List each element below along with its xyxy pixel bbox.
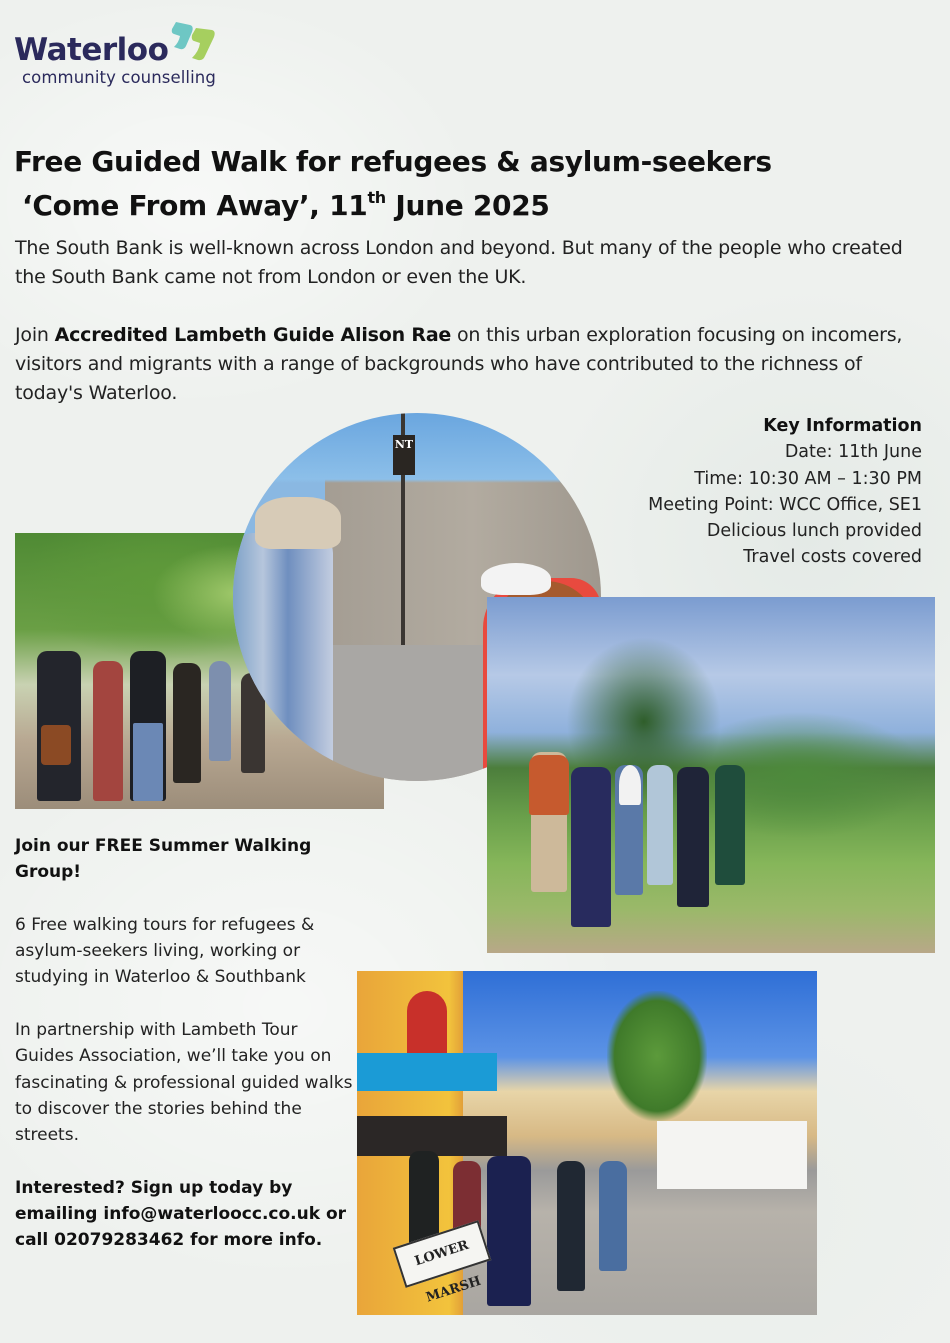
intro-text-prefix: Join (15, 324, 55, 346)
contact-email-link[interactable]: info@waterloocc.co.uk (103, 1204, 321, 1225)
speech-quote-icon (170, 20, 220, 62)
lower-marsh-street-sign: LOWER MARSH (393, 1220, 492, 1288)
title-line-2 (14, 184, 772, 228)
cta-text: Interested? Sign up today by emailing (15, 1177, 293, 1225)
key-info-time: Time: 10:30 AM – 1:30 PM (694, 468, 922, 489)
photo-group-lower-marsh (357, 971, 817, 1315)
photo-person-jeans (133, 723, 163, 801)
nt-sign: NT (393, 435, 415, 475)
key-info-lunch: Delicious lunch provided (706, 521, 922, 542)
photo-bag (41, 725, 71, 765)
photo-person (93, 661, 123, 801)
guide-name: Accredited Lambeth Guide Alison Rae (54, 324, 452, 346)
call-to-action (15, 1175, 355, 1254)
title-event-name: ‘Come From Away’, 11 (22, 189, 368, 222)
walking-group-section (15, 833, 355, 1280)
photo-person (715, 765, 745, 885)
photo-market-stalls (357, 1116, 507, 1156)
photo-person (599, 1161, 627, 1271)
photo-person-hijab (619, 765, 641, 805)
key-info-meeting-point: Meeting Point: WCC Office, SE1 (648, 494, 922, 515)
photo-person (173, 663, 201, 783)
cta-text: for more info. (184, 1230, 323, 1251)
photo-person (487, 1156, 531, 1306)
page-title (14, 140, 772, 228)
key-info-date: Date: 11th June (784, 442, 922, 463)
key-information-heading: Key Information (763, 416, 922, 436)
photo-person (557, 1161, 585, 1291)
intro-paragraph-2 (15, 321, 930, 408)
key-info-travel: Travel costs covered (743, 547, 922, 568)
title-ordinal-suffix: th (367, 188, 386, 207)
photo-person (647, 765, 673, 885)
cta-text: or call (15, 1204, 347, 1251)
photo-person (209, 661, 231, 761)
photo-person (571, 767, 611, 927)
logo-wordmark: Waterloo (14, 32, 169, 68)
photo-tree (607, 991, 707, 1121)
walking-group-heading: Join our FREE Summer Walking Group! (15, 836, 312, 883)
photo-person-orange-top (529, 755, 569, 815)
intro-text-suffix: on this urban exploration focusing on incomers, visitors and migrants with a range of backgrounds who have contributed to the richness of today's Waterloo. (15, 324, 903, 404)
walking-group-paragraph-2: In partnership with Lambeth Tour Guides Association, we’ll take you on fascinating & professional guided walks to discover the stories behind the streets. (15, 1020, 353, 1146)
organization-logo (14, 20, 234, 92)
logo-subtitle: community counselling (22, 68, 216, 87)
photo-person-guide (677, 767, 709, 907)
photo-white-cap (481, 563, 551, 595)
title-event-date: June 2025 (385, 189, 550, 222)
walking-group-paragraph-1: 6 Free walking tours for refugees & asylum-seekers living, working or studying in Waterloo & Southbank (15, 914, 315, 988)
contact-phone-link[interactable]: 02079283462 (54, 1230, 185, 1251)
photo-hat (255, 497, 341, 549)
key-information (648, 413, 922, 571)
photo-man-striped-shirt (233, 533, 333, 781)
intro-paragraph-1: The South Bank is well-known across London and beyond. But many of the people who created the South Bank came not from London or even the UK. (15, 237, 903, 288)
photo-white-truck (657, 1121, 807, 1189)
photo-group-in-park (487, 597, 935, 953)
title-line-1: Free Guided Walk for refugees & asylum-seekers (14, 145, 772, 178)
photo-mural-sea (357, 1053, 497, 1091)
intro-text (15, 234, 930, 437)
